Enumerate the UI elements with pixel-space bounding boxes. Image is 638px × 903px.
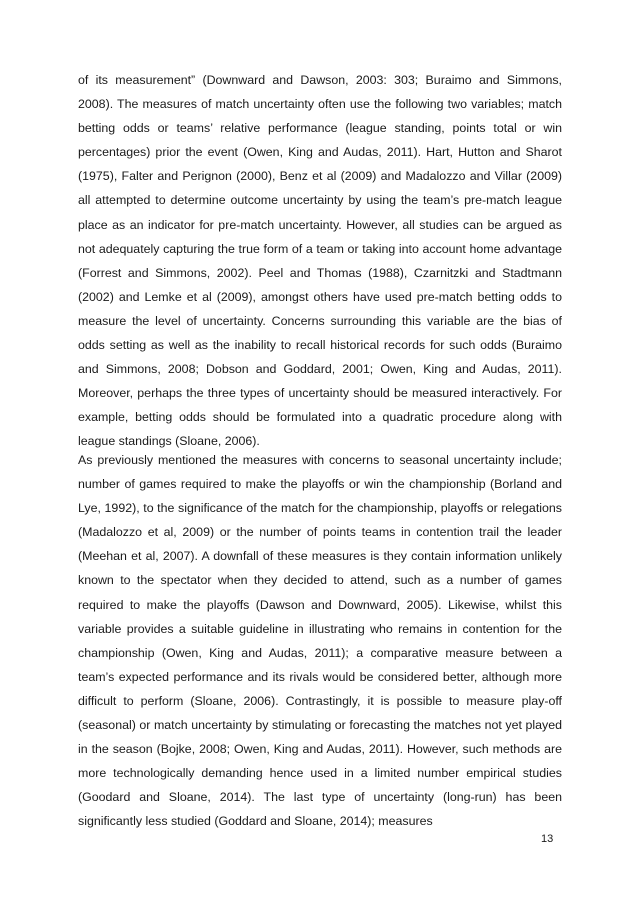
page-number: 13 xyxy=(541,833,554,845)
body-paragraph-2: As previously mentioned the measures with concerns to seasonal uncertainty include; number of games required to make the playoffs or win the championship (Borland and Lye, 1992), to the significance of the match for the championship, playoffs or relegations (Madalozzo et al, 2009) or the number of points teams in contention trail the leader (Meehan et al, 2007). A downfall of these measures is they contain information unlikely known to the spectator when they decided to attend, such as a number of games required to make the playoffs (Dawson and Downward, 2005). Likewise, whilst this variable provides a suitable guideline in illustrating who remains in contention for the championship (Owen, King and Audas, 2011); a comparative measure between a team’s expected performance and its rivals would be considered better, although more difficult to perform (Sloane, 2006). Contrastingly, it is possible to measure play-off (seasonal) or match uncertainty by stimulating or forecasting the matches not yet played in the season (Bojke, 2008; Owen, King and Audas, 2011). However, such methods are more technologically demanding hence used in a limited number empirical studies (Goodard and Sloane, 2014). The last type of uncertainty (long-run) has been significantly less studied (Goddard and Sloane, 2014); measures xyxy=(78,453,562,829)
body-paragraph-1: of its measurement” (Downward and Dawson, 2003: 303; Buraimo and Simmons, 2008). The measures of match uncertainty often use the following two variables; match betting odds or teams’ relative performance (league standing, points total or win percentages) prior the event (Owen, King and Audas, 2011). Hart, Hutton and Sharot (1975), Falter and Perignon (2000), Benz et al (2009) and Madalozzo and Villar (2009) all attempted to determine outcome uncertainty by using the team’s pre-match league place as an indicator for pre-match uncertainty. However, all studies can be argued as not adequately capturing the true form of a team or taking into account home advantage (Forrest and Simmons, 2002). Peel and Thomas (1988), Czarnitzki and Stadtmann (2002) and Lemke et al (2009), amongst others have used pre-match betting odds to measure the level of uncertainty. Concerns surrounding this variable are the bias of odds setting as well as the inability to recall historical records for such odds (Buraimo and Simmons, 2008; Dobson and Goddard, 2001; Owen, King and Audas, 2011). Moreover, perhaps the three types of uncertainty should be measured interactively. For example, betting odds should be formulated into a quadratic procedure along with league standings (Sloane, 2006). xyxy=(78,73,562,449)
